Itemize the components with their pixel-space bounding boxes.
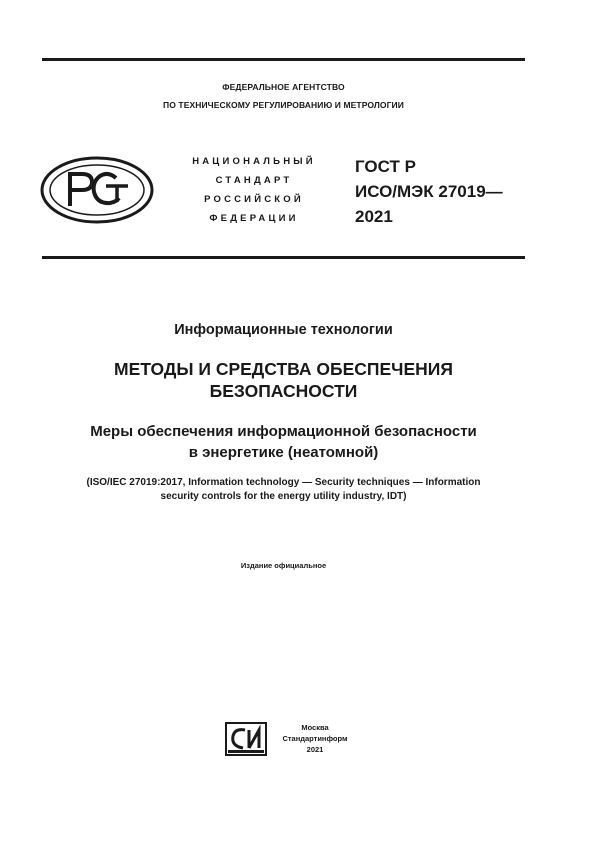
standard-type-line: НАЦИОНАЛЬНЫЙ <box>192 156 316 167</box>
publisher-info <box>270 722 360 755</box>
reference-line: security controls for the energy utility industry, IDT) <box>160 491 407 502</box>
part-title-line: в энергетике (неатомной) <box>188 444 379 461</box>
title-line: МЕТОДЫ И СРЕДСТВА ОБЕСПЕЧЕНИЯ <box>114 359 453 379</box>
document-part-title <box>42 421 525 463</box>
iso-reference <box>42 476 525 504</box>
document-subtitle: Информационные технологии <box>174 322 393 338</box>
publisher-year: 2021 <box>306 745 324 754</box>
part-title-line: Меры обеспечения информационной безопасности <box>90 423 477 440</box>
standard-designation <box>355 154 503 229</box>
reference-line: (ISO/IEC 27019:2017, Information technology — Security techniques — Information <box>86 477 481 488</box>
designation-line: ГОСТ Р <box>355 157 416 176</box>
standartinform-logo <box>225 722 267 756</box>
standard-type-line: ФЕДЕРАЦИИ <box>209 213 299 224</box>
document-title <box>42 358 525 402</box>
title-line: БЕЗОПАСНОСТИ <box>209 381 358 401</box>
edition-note: Издание официальное <box>240 561 327 570</box>
standard-type-line: РОССИЙСКОЙ <box>204 194 304 205</box>
agency-name-line-2: ПО ТЕХНИЧЕСКОМУ РЕГУЛИРОВАНИЮ И МЕТРОЛОГИИ <box>163 100 404 110</box>
publisher-name: Стандартинформ <box>282 734 348 743</box>
agency-name-line-1: ФЕДЕРАЛЬНОЕ АГЕНТСТВО <box>222 82 345 92</box>
designation-line: 2021 <box>355 207 393 226</box>
standard-type-line: СТАНДАРТ <box>215 175 293 186</box>
publisher-city: Москва <box>301 723 329 732</box>
middle-rule <box>42 256 525 259</box>
standard-type <box>168 152 340 228</box>
designation-line: ИСО/МЭК 27019— <box>355 182 503 201</box>
top-rule <box>42 58 525 61</box>
rst-logo <box>40 156 154 224</box>
